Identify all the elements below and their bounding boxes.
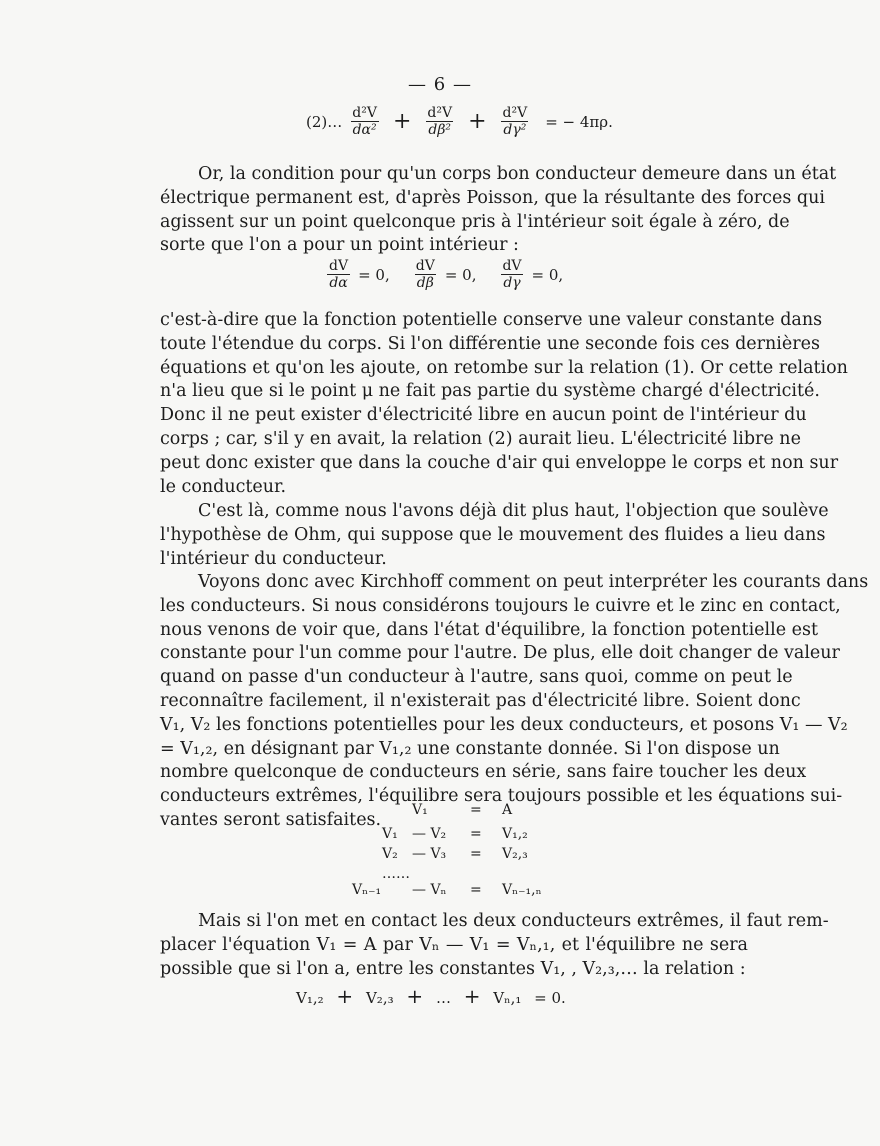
final-equation: V₁,₂ + V₂,₃ + … + Vₙ,₁ = 0. [296, 984, 566, 1008]
page-number: — 6 — [408, 74, 472, 95]
paragraph-1: Or, la condition pour qu'un corps bon conducteur demeure dans un état électrique permanent est, d'après Poisson, que la résultante des forces qui agissent sur un point quelconque pris à l'intérieur soit égale à zéro, de sorte que l'on a pour un point intérieur : [160, 164, 837, 256]
equation-2: (2)… $\frac{\text{d²V}}{\text{dα²}}$ + $\frac{\text{d²V}}{\text{dβ²}}$ + $\frac{\text{d²V}}{\text{dγ²}}$ = − 4πρ. [306, 105, 613, 138]
fraction: $\frac{\text{d²V}}{\text{dα²}}$ [352, 105, 377, 138]
fraction: $\frac{dV}{d\alpha}$ [329, 258, 349, 291]
document-page: — 6 — (2)… $\frac{\text{d²V}}{\text{dα²}}$ + $\frac{\text{d²V}}{\text{dβ²}}$ + $\frac{\text{d²V}}{\text{dγ²}}$ = − 4πρ. Or, la condition pour qu'un corps bon conducteur demeure dans un état électrique permanent est, d'après Poisson, que la résultante des forces qui agissent sur un point quelconque pris à l'intérieur soit égale à zéro, de sorte que l'on a pour un point intérieur : $\frac{dV}{d\alpha}$ = 0, $\frac{dV}{d\beta}$ = 0, $\frac{dV}{d\gamma}$ = 0, c'est-à-dire que la fonction potentielle conserve une valeur constante dans toute l'étendue du corps. Si l'on différentie une seconde fois ces dernières équations et qu'on les ajoute, on retombe sur la relation (1). Or cette relation n'a lieu que si le point μ ne fait pas partie du système chargé d'électricité. Donc il ne peut exister d'électricité libre en aucun point de l'intérieur du corps ; car, s'il y en avait, la relation (2) aurait lieu. L'électricité libre ne peut donc exister que dans la couche d'air qui enveloppe le corps et non sur le conducteur. C'est là, comme nous l'avons déjà dit plus haut, l'objection que soulève l'hypothèse de Ohm, qui suppose que le mouvement des fluides a lieu dans l'intérieur du conducteur. Voyons donc avec Kirchhoff comment on peut interpréter les courants dans les conducteurs. Si nous considérons toujours le cuivre et le zinc en contact, nous venons de voir que, dans l'état d'équilibre, la fonction potentielle est constante pour l'un comme pour l'autre. De plus, elle doit changer de valeur quand on passe d'un conducteur à l'autre, sans quoi, comme on peut le reconnaître facilement, il n'existerait pas d'électricité libre. Soient donc V₁, V₂ les fonctions potentielles pour les deux conducteurs, et posons V₁ — V₂ = V₁,₂, en désignant par V₁,₂ une constante donnée. Si l'on dispose un nombre quelconque de conducteurs en série, sans faire toucher les deux conducteurs extrêmes, l'équilibre sera toujours possible et les équations sui- vantes seront satisfaites. V₁ = A V₁ — V₂ = V₁,₂ V₂ — V₃ = V₂,₃ …… Vₙ₋₁ — Vₙ = Vₙ₋₁,ₙ Mais si l'on met en contact les deux conducteurs extrêmes, il faut rem- placer l'équation V₁ = A par Vₙ — V₁ = Vₙ,₁, et l'équilibre ne sera possible que si l'on a, entre les constantes V₁, , V₂,₃,… la relation : V₁,₂ + V₂,₃ + … + Vₙ,₁ = 0. [0, 0, 800, 1146]
fraction: $\frac{dV}{d\beta}$ [415, 258, 435, 291]
fraction: $\frac{dV}{d\gamma}$ [502, 258, 522, 291]
paragraph-3: C'est là, comme nous l'avons déjà dit plus haut, l'objection que soulève l'hypothèse de Ohm, qui suppose que le mouvement des fluides a lieu dans l'intérieur du conducteur. [160, 501, 829, 569]
paragraph-5: Mais si l'on met en contact les deux conducteurs extrêmes, il faut rem- placer l'équation V₁ = A par Vₙ — V₁ = Vₙ,₁, et l'équilibre ne sera possible que si l'on a, entre les constantes V₁, , V₂,₃,… la relation : [160, 911, 829, 979]
paragraph-4: Voyons donc avec Kirchhoff comment on peut interpréter les courants dans les conducteurs. Si nous considérons toujours le cuivre et le zinc en contact, nous venons de voir que, dans l'état d'équilibre, la fonction potentielle est constante pour l'un comme pour l'autre. De plus, elle doit changer de valeur quand on passe d'un conducteur à l'autre, sans quoi, comme on peut le reconnaître facilement, il n'existerait pas d'électricité libre. Soient donc V₁, V₂ les fonctions potentielles pour les deux conducteurs, et posons V₁ — V₂ = V₁,₂, en désignant par V₁,₂ une constante donnée. Si l'on dispose un nombre quelconque de conducteurs en série, sans faire toucher les deux conducteurs extrêmes, l'équilibre sera toujours possible et les équations sui- vantes seront satisfaites. [160, 572, 869, 830]
equation-label: (2)… [306, 112, 343, 131]
fraction: $\frac{\text{d²V}}{\text{dβ²}}$ [427, 105, 453, 138]
equation-gradient: $\frac{dV}{d\alpha}$ = 0, $\frac{dV}{d\beta}$ = 0, $\frac{dV}{d\gamma}$ = 0, [329, 258, 564, 291]
fraction: $\frac{\text{d²V}}{\text{dγ²}}$ [502, 105, 528, 138]
paragraph-2: c'est-à-dire que la fonction potentielle conserve une valeur constante dans toute l'étendue du corps. Si l'on différentie une seconde fois ces dernières équations et qu'on les ajoute, on retombe sur la relation (1). Or cette relation n'a lieu que si le point μ ne fait pas partie du système chargé d'électricité. Donc il ne peut exister d'électricité libre en aucun point de l'intérieur du corps ; car, s'il y en avait, la relation (2) aurait lieu. L'électricité libre ne peut donc exister que dans la couche d'air qui enveloppe le corps et non sur le conducteur. [160, 310, 848, 497]
